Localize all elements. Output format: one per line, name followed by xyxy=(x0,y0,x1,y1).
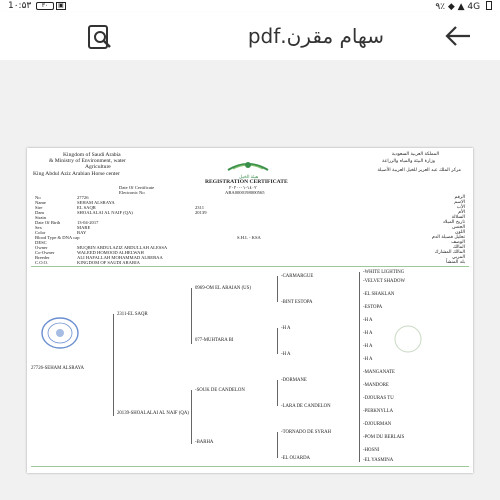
pedigree-gen4: -H A xyxy=(363,331,373,336)
electronic-label: Electronic No xyxy=(119,190,145,195)
date-value: ١٤٠٢-٠١-٢٠٢٠ xyxy=(229,185,257,190)
org-en-line-1: Kingdom of Saudi Arabia xyxy=(63,152,121,158)
pedigree-sire: 2311-EL SAQR xyxy=(117,312,148,317)
electronic-value: ABA0000198000565 xyxy=(225,190,265,195)
pedigree-connector xyxy=(359,272,360,462)
pedigree-gen4: -DJOURAS TU xyxy=(363,396,394,401)
battery-icon xyxy=(486,1,492,10)
pedigree-gen2: -SOUK DE CANDELON xyxy=(195,388,245,393)
field-value: WALEED HOMOOD ALHELWAH xyxy=(77,250,144,255)
field-value: BAY xyxy=(77,230,87,235)
pedigree-gen4: -H A xyxy=(363,344,373,349)
field-value: KINGDOM OF SAUDI ARABIA xyxy=(77,260,140,265)
pedigree-connector xyxy=(113,314,114,416)
logo-text: هيئة الخيل xyxy=(239,174,259,179)
status-indicators: ۹٪ ◆ ▲ 4G xyxy=(435,2,481,12)
pedigree-gen4: -MANDORE xyxy=(363,383,389,388)
pedigree-gen4: -H A xyxy=(363,318,373,323)
doc-title: REGISTRATION CERTIFICATE xyxy=(205,179,288,185)
field-label-ar: الأم xyxy=(458,210,465,215)
pedigree-dam: 20139-SHOALALAI AL NAIF (QA) xyxy=(117,411,189,416)
status-time: 1۰:۵۳ xyxy=(8,1,32,11)
org-en-line-4: King Abdul Aziz Arabian Horse center xyxy=(33,171,120,177)
pedigree-gen4: -H A xyxy=(363,357,373,362)
field-label: Dam xyxy=(35,210,44,215)
pedigree-gen4: -DJOURMAN xyxy=(363,422,392,427)
org-ar-line-1: المملكة العربية السعودية xyxy=(391,152,439,157)
pedigree-gen4: -WHITE LIGHTING xyxy=(363,270,405,275)
pedigree-gen3: -TORNADO DE SYRAH xyxy=(281,430,332,435)
field-extra: 20139 xyxy=(195,210,207,215)
field-label: Name xyxy=(35,200,46,205)
divider xyxy=(31,266,469,267)
pedigree-connector xyxy=(277,380,278,406)
field-label: Strain xyxy=(35,215,46,220)
search-in-document-icon[interactable] xyxy=(86,24,114,50)
field-value: ALI HAFALLAH MOHAMMAD ALREBAA xyxy=(77,255,163,260)
field-label-ar: اللون xyxy=(455,230,465,235)
field-value: MARE xyxy=(77,225,91,230)
field-value: SEHAM ALSRAYA xyxy=(77,200,115,205)
document-title: سهام مقرن.pdf xyxy=(247,24,384,48)
org-ar-line-3: مركز الملك عبد العزيز للخيل العربية الأصيلة xyxy=(377,168,461,173)
pedigree-gen4: -POM DU BERLAIS xyxy=(363,435,405,440)
notification-icon: ▣ xyxy=(56,2,66,10)
field-label: Co-Owner xyxy=(35,250,55,255)
field-value: MUQRIN ABDULAZIZ ABDULLAH ALESSA xyxy=(77,245,168,250)
pedigree-connector xyxy=(277,328,278,354)
field-label-ar: المربي xyxy=(452,255,465,260)
pedigree-connector xyxy=(277,432,278,458)
pedigree-gen3: -CARMARGUE xyxy=(281,274,314,279)
pedigree-gen4: -ESTOPA xyxy=(363,305,383,310)
pedigree-gen2: 077-MUHTARA BI xyxy=(195,338,234,343)
field-label: Owner xyxy=(35,245,48,250)
field-extra: 2311 xyxy=(195,205,205,210)
pedigree-subject: 27726-SEHAM ALSRAYA xyxy=(31,366,84,371)
divider xyxy=(31,466,469,467)
pedigree-connector xyxy=(191,390,192,444)
org-en-line-3: Agriculture xyxy=(85,164,111,170)
field-label: Breeder xyxy=(35,255,50,260)
field-label-ar: المالك xyxy=(452,245,465,250)
field-value: S.H.L - KSA xyxy=(237,235,261,240)
field-label: Date Of Birth xyxy=(35,220,61,225)
field-label-ar: الرقم xyxy=(454,195,465,200)
pedigree-gen3: -EL OUARDA xyxy=(281,456,310,461)
org-ar-line-2: وزارة البيئة والمياه والزراعة xyxy=(382,159,435,164)
field-label-ar: الجنس xyxy=(452,225,465,230)
pedigree-gen4: -EL SHAKLAN xyxy=(363,292,395,297)
pedigree-gen4: -VELVET SHADOW xyxy=(363,279,405,284)
date-label: Date Of Certificate xyxy=(119,185,155,190)
pedigree-gen2: -BARHA xyxy=(195,440,214,445)
field-label-ar: الأب xyxy=(456,205,465,210)
field-label-ar: الوصف xyxy=(451,240,465,245)
pedigree-gen3: -LARA DE CANDELON xyxy=(281,404,331,409)
field-label: Sex xyxy=(35,225,42,230)
field-value: 13-04-2017 xyxy=(77,220,99,225)
pedigree-connector xyxy=(277,276,278,302)
certificate-page xyxy=(27,148,473,473)
pedigree-gen2: 0969-OM EL ARAIAN (US) xyxy=(195,286,251,291)
watermark-seal xyxy=(393,324,423,354)
field-label: DESC xyxy=(35,240,47,245)
horse-authority-logo xyxy=(223,156,273,176)
field-label: C.O.O. xyxy=(35,260,49,265)
pedigree-gen4: -PERKNYLLA xyxy=(363,409,394,414)
field-label-ar: تاريخ الميلاد xyxy=(442,220,465,225)
app-bar xyxy=(0,12,500,60)
field-label: Sire xyxy=(35,205,43,210)
pedigree-connector xyxy=(191,288,192,344)
field-label-ar: الاسم xyxy=(454,200,465,205)
field-label: No xyxy=(35,195,41,200)
field-label-ar: المالك المشارك xyxy=(434,250,465,255)
org-en-line-2: & Ministry of Environment, water xyxy=(49,158,126,164)
pedigree-gen3: -BINT ESTOPA xyxy=(281,300,313,305)
pedigree-gen4: -HOSNI xyxy=(363,448,380,453)
pdf-viewer[interactable] xyxy=(0,60,500,500)
field-value: EL SAQR xyxy=(77,205,96,210)
pedigree-gen3: -H A xyxy=(281,352,291,357)
status-bar xyxy=(0,0,500,12)
pedigree-gen3: -H A xyxy=(281,326,291,331)
field-label: Blood Type & DNA cap xyxy=(35,235,80,240)
field-label: Color xyxy=(35,230,46,235)
field-label-ar: السلالة xyxy=(451,215,465,220)
field-value: 27726 xyxy=(77,195,89,200)
sim-badge: ۳۰ xyxy=(36,2,54,10)
pedigree-gen4: -MANGANATE xyxy=(363,370,395,375)
pedigree-gen4: -EL YASMINA xyxy=(363,458,394,463)
field-label-ar: تحليل فصيلة الدم xyxy=(431,235,465,240)
pedigree-gen3: -DORMANE xyxy=(281,378,307,383)
status-right xyxy=(435,1,492,12)
official-stamp xyxy=(40,316,80,350)
field-value: SHOALALAI AL NAIF (QA) xyxy=(77,210,133,215)
back-arrow-icon[interactable] xyxy=(444,24,472,48)
field-label-ar: بلد المنشأ xyxy=(446,260,465,265)
